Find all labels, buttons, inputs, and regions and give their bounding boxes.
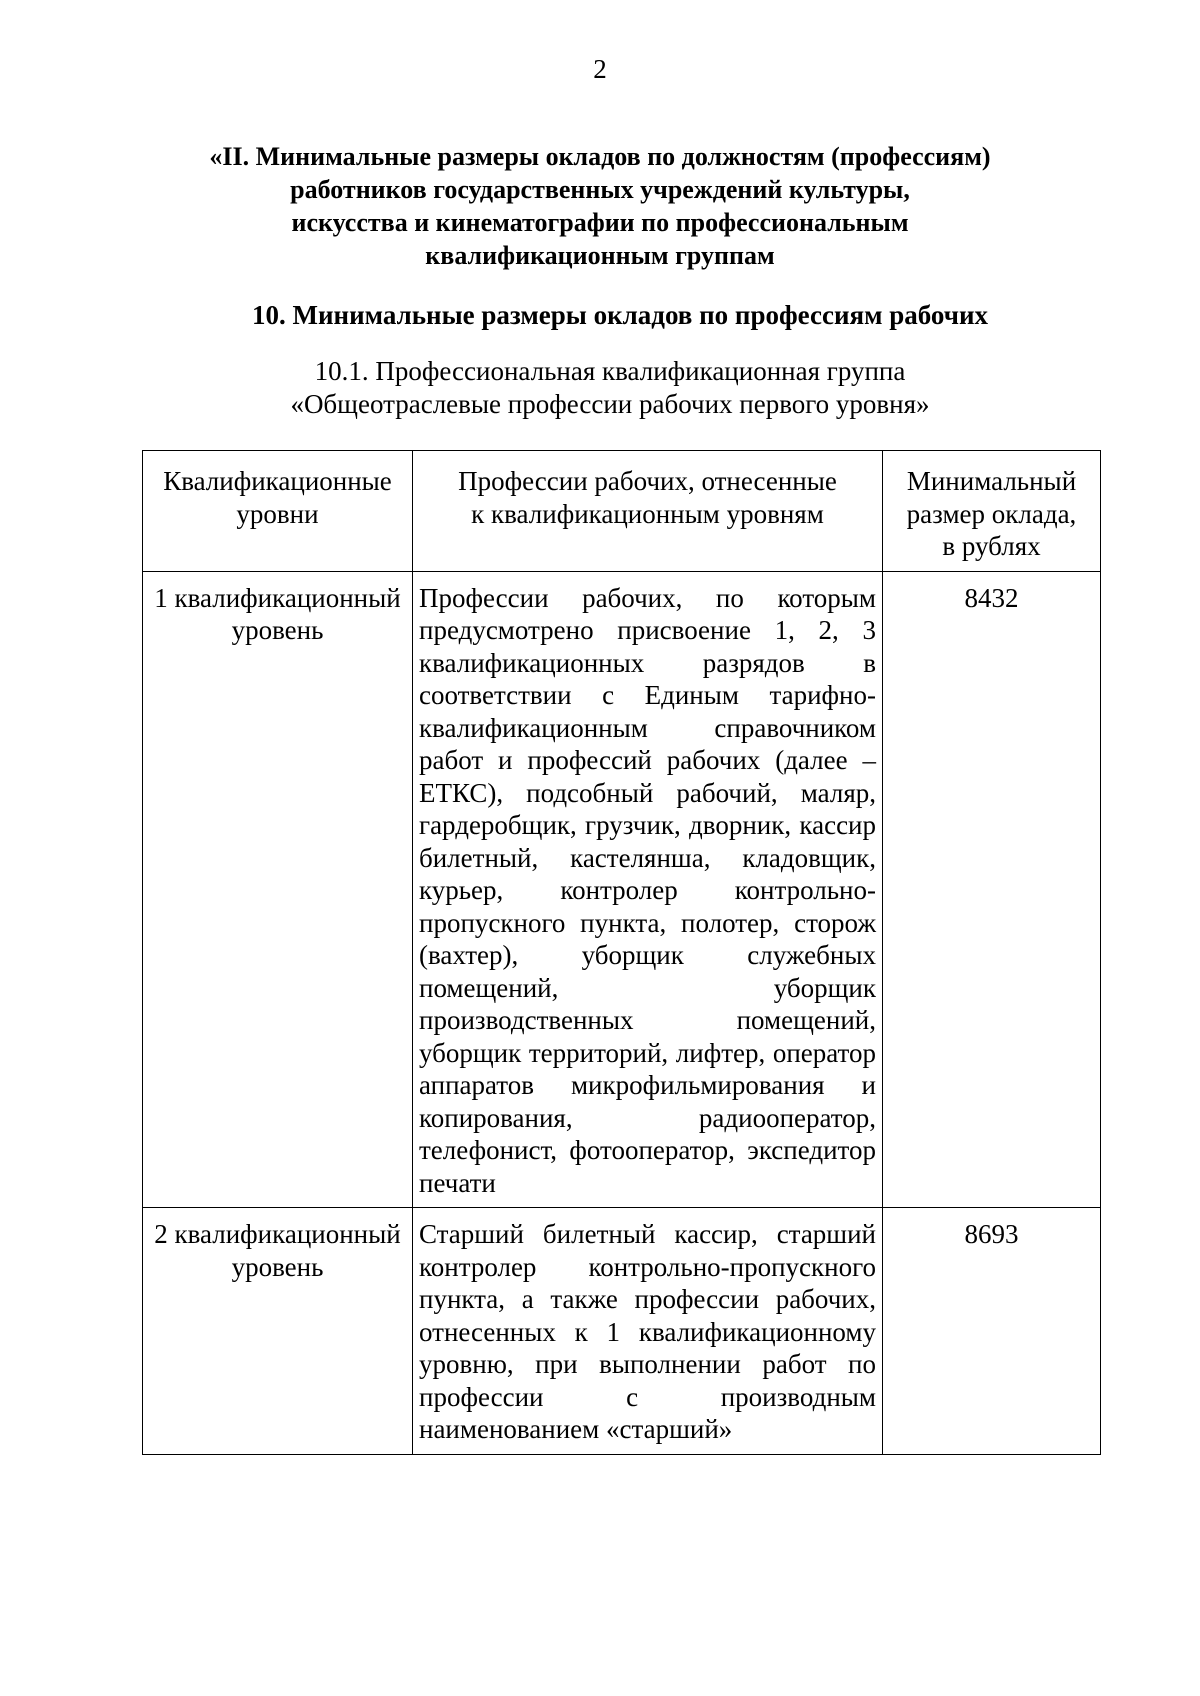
level-line: 2 квалификационный (154, 1219, 401, 1249)
section-title-line: работников государственных учреждений культуры, (290, 175, 910, 204)
section-title (100, 140, 1100, 272)
header-salary-line: размер оклада, (906, 498, 1077, 529)
group-title-line: 10.1. Профессиональная квалификационная группа (314, 356, 906, 386)
header-level-line: уровни (236, 498, 319, 529)
table-row (143, 571, 1101, 1208)
header-professions-line: к квалификационным уровням (471, 498, 824, 529)
qualification-levels-table (142, 450, 1101, 1455)
page-number: 2 (593, 54, 607, 84)
level-cell (143, 1208, 413, 1455)
level-line: уровень (231, 615, 324, 645)
level-cell (143, 571, 413, 1208)
header-professions-line: Профессии рабочих, отнесенные (458, 466, 837, 496)
subsection-title: 10. Минимальные размеры окладов по профессиям рабочих (251, 300, 988, 330)
group-title (110, 355, 1110, 421)
section-title-line: искусства и кинематографии по профессиональным (291, 208, 909, 237)
section-title-line: «II. Минимальные размеры окладов по должностям (профессиям) (209, 142, 991, 171)
level-line: 1 квалификационный (154, 582, 401, 613)
header-salary-line: Минимальный (906, 466, 1077, 496)
header-level (143, 451, 413, 572)
group-title-line: «Общеотраслевые профессии рабочих первого уровня» (290, 389, 930, 419)
salary-cell: 8693 (883, 1208, 1101, 1455)
header-professions (413, 451, 883, 572)
table-row (143, 1208, 1101, 1455)
level-line: уровень (231, 1251, 324, 1282)
header-level-line: Квалификационные (163, 466, 392, 496)
header-salary-line: в рублях (942, 531, 1041, 561)
professions-cell: Профессии рабочих, по которым предусмотрено присвоение 1, 2, 3 квалификационных разрядов в соответствии с Единым тарифно-квалификационным справочником работ и профессий рабочих (далее – ЕТКС), подсобный рабочий, маляр, гардеробщик, грузчик, дворник, кассир билетный, кастелянша, кладовщик, курьер, контролер контрольно-пропускного пункта, полотер, сторож (вахтер), уборщик служебных помещений, уборщик производственных помещений, уборщик территорий, лифтер, оператор аппаратов микрофильмирования и копирования, радиооператор, телефонист, фотооператор, экспедитор печати (413, 571, 883, 1208)
section-title-line: квалификационным группам (425, 241, 775, 270)
header-salary (883, 451, 1101, 572)
table-header-row (143, 451, 1101, 572)
salary-cell: 8432 (883, 571, 1101, 1208)
professions-cell: Старший билетный кассир, старший контролер контрольно-пропускного пункта, а также профессии рабочих, отнесенных к 1 квалификационному уровню, при выполнении работ по профессии с производным наименованием «старший» (413, 1208, 883, 1455)
